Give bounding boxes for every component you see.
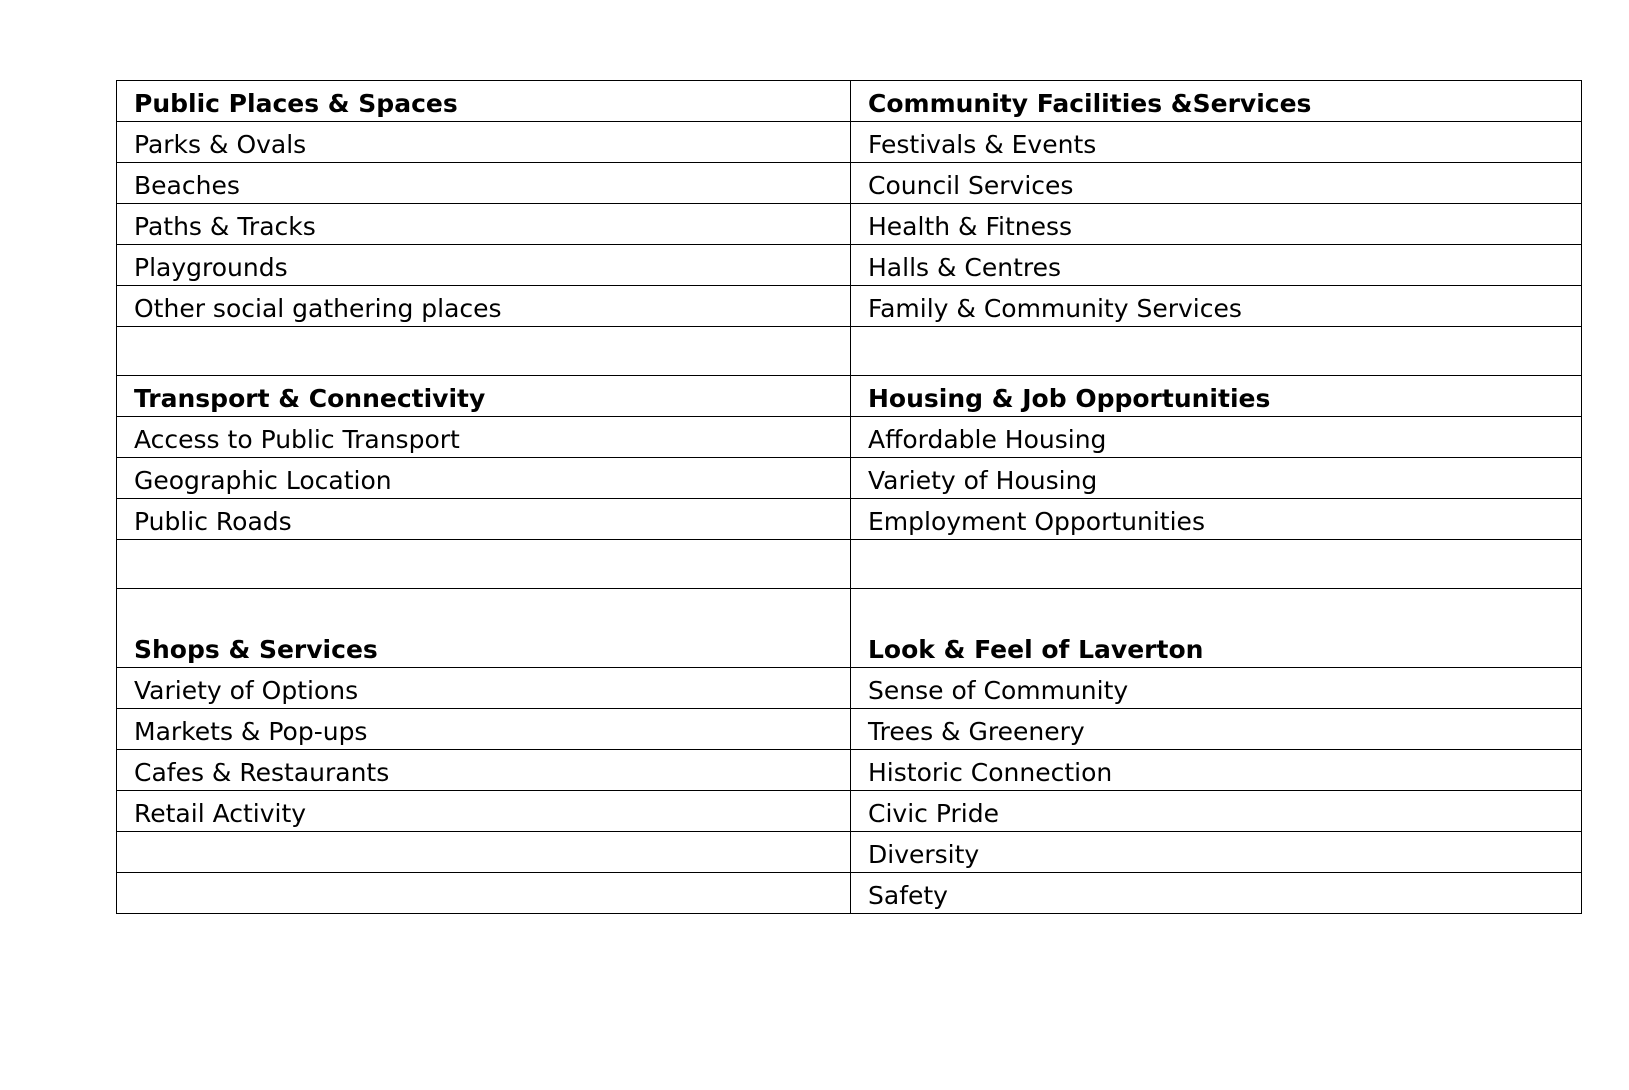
table-row [117, 499, 1582, 540]
table-cell-right: Safety [851, 873, 1582, 914]
table-cell-left: Playgrounds [117, 245, 851, 286]
table-cell-right [851, 327, 1582, 376]
table-cell-left: Variety of Options [117, 668, 851, 709]
table-cell-left: Retail Activity [117, 791, 851, 832]
section-header-row [117, 81, 1582, 122]
table-cell-left: Cafes & Restaurants [117, 750, 851, 791]
table-cell-right: Employment Opportunities [851, 499, 1582, 540]
table-row [117, 458, 1582, 499]
section-heading-left: Public Places & Spaces [117, 81, 851, 122]
table-cell-right: Family & Community Services [851, 286, 1582, 327]
table-row [117, 750, 1582, 791]
section-header-row [117, 589, 1582, 668]
table-cell-left: Beaches [117, 163, 851, 204]
table-cell-right: Historic Connection [851, 750, 1582, 791]
table-row [117, 204, 1582, 245]
table-cell-right: Halls & Centres [851, 245, 1582, 286]
table-cell-left: Public Roads [117, 499, 851, 540]
table-cell-left: Access to Public Transport [117, 417, 851, 458]
section-heading-left: Transport & Connectivity [117, 376, 851, 417]
table-cell-right: Diversity [851, 832, 1582, 873]
section-header-row [117, 376, 1582, 417]
table-row [117, 245, 1582, 286]
table-row [117, 791, 1582, 832]
table-row [117, 873, 1582, 914]
section-heading-right: Housing & Job Opportunities [851, 376, 1582, 417]
spacer-row [117, 327, 1582, 376]
table-cell-left [117, 873, 851, 914]
section-heading-right: Community Facilities &Services [851, 81, 1582, 122]
table-cell-right: Sense of Community [851, 668, 1582, 709]
category-table [116, 80, 1582, 914]
category-table-body [117, 81, 1582, 914]
table-cell-right: Festivals & Events [851, 122, 1582, 163]
table-row [117, 668, 1582, 709]
table-row [117, 163, 1582, 204]
table-cell-left: Paths & Tracks [117, 204, 851, 245]
table-cell-right: Council Services [851, 163, 1582, 204]
table-cell-right: Civic Pride [851, 791, 1582, 832]
table-cell-right: Affordable Housing [851, 417, 1582, 458]
table-row [117, 832, 1582, 873]
table-row [117, 709, 1582, 750]
table-cell-left: Markets & Pop-ups [117, 709, 851, 750]
table-cell-right: Trees & Greenery [851, 709, 1582, 750]
table-row [117, 122, 1582, 163]
table-cell-right: Variety of Housing [851, 458, 1582, 499]
table-cell-left [117, 327, 851, 376]
table-row [117, 417, 1582, 458]
spacer-row [117, 540, 1582, 589]
table-cell-left: Parks & Ovals [117, 122, 851, 163]
table-cell-left [117, 832, 851, 873]
table-cell-right [851, 540, 1582, 589]
table-cell-left [117, 540, 851, 589]
table-cell-left: Geographic Location [117, 458, 851, 499]
table-cell-right: Health & Fitness [851, 204, 1582, 245]
table-row [117, 286, 1582, 327]
table-cell-left: Other social gathering places [117, 286, 851, 327]
section-heading-left: Shops & Services [117, 589, 851, 668]
section-heading-right: Look & Feel of Laverton [851, 589, 1582, 668]
